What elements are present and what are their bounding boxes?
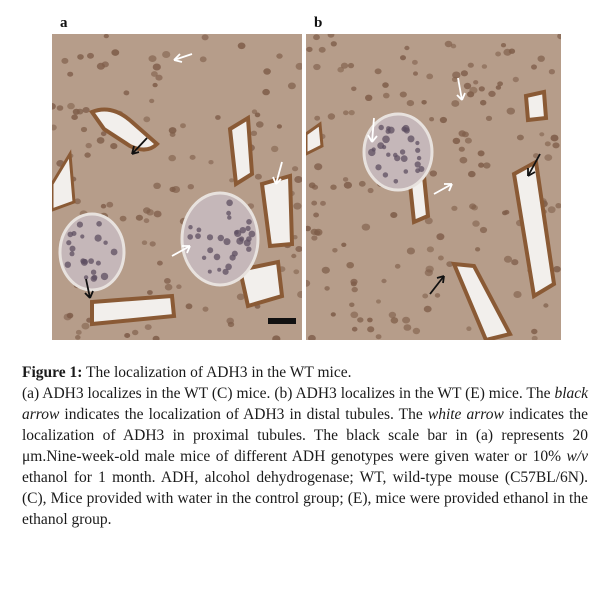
glomerulus-nucleus [218, 235, 224, 241]
nucleus [331, 41, 337, 46]
nucleus [324, 286, 329, 291]
glomerulus-nucleus [226, 211, 231, 216]
micrograph-panel-b [306, 34, 561, 340]
glomerulus-nucleus [382, 136, 390, 144]
nucleus [104, 34, 109, 38]
nucleus [238, 43, 246, 50]
glomerulus-nucleus [408, 135, 415, 142]
glomerulus-nucleus [415, 141, 419, 145]
nucleus [97, 63, 105, 70]
nucleus [395, 264, 401, 269]
nucleus [111, 49, 119, 56]
nucleus [341, 243, 346, 247]
nucleus [153, 83, 158, 87]
nucleus [367, 326, 374, 332]
nucleus [165, 284, 173, 291]
glomerulus-nucleus [188, 225, 192, 229]
nucleus [413, 71, 418, 75]
nucleus [350, 312, 358, 319]
nucleus [341, 63, 348, 69]
nucleus [404, 46, 409, 50]
nucleus [314, 116, 320, 121]
nucleus [368, 188, 374, 193]
glomerulus-nucleus [80, 258, 85, 263]
nucleus [271, 146, 278, 152]
nucleus [349, 303, 354, 308]
nucleus [311, 235, 317, 240]
glomerulus-nucleus [226, 200, 233, 207]
nucleus [350, 279, 357, 285]
nucleus [86, 143, 92, 148]
nucleus [157, 261, 163, 266]
nucleus [136, 215, 143, 221]
caption-wv: w/v [566, 448, 588, 465]
caption-text-4: ethanol for 1 month. ADH, alcohol dehydrogenase; WT, wild-type mouse (C57BL/6N). (C), Mice provided with water in the control group; (E), mice were provided ethanol in the ethanol group. [22, 469, 588, 528]
nucleus [365, 95, 372, 101]
glomerulus-nucleus [96, 221, 102, 227]
nucleus [186, 303, 193, 309]
nucleus [351, 87, 356, 92]
nucleus [67, 103, 75, 109]
nucleus [229, 178, 234, 182]
nucleus [276, 53, 282, 58]
nucleus [422, 294, 428, 299]
nucleus [435, 293, 440, 298]
nucleus [169, 127, 177, 134]
nucleus [262, 89, 270, 95]
nucleus [154, 211, 162, 218]
nucleus [467, 91, 474, 97]
nucleus [451, 44, 456, 49]
nucleus [424, 306, 432, 313]
nucleus [142, 240, 147, 245]
nucleus [453, 138, 461, 144]
nucleus [311, 201, 317, 206]
nucleus [389, 312, 396, 318]
caption-text-1: (a) ADH3 localizes in the WT (C) mice. (b) ADH3 localizes in the WT (E) mice. The [22, 385, 551, 402]
glomerulus-nucleus [208, 270, 212, 274]
nucleus [320, 201, 326, 206]
nucleus [84, 152, 90, 157]
nucleus [292, 166, 298, 171]
glomerulus-nucleus [70, 251, 75, 256]
nucleus [436, 233, 444, 240]
tubule-lumen [526, 92, 546, 120]
nucleus [507, 108, 515, 115]
glomerulus-nucleus [84, 275, 88, 279]
nucleus [176, 284, 181, 289]
nucleus [375, 68, 382, 74]
glomerulus-nucleus [377, 142, 384, 149]
nucleus [501, 43, 506, 47]
nucleus [465, 138, 472, 144]
figure-title [22, 362, 588, 383]
glomerulus-nucleus [236, 238, 243, 245]
nucleus [73, 109, 80, 115]
nucleus [263, 68, 271, 74]
nucleus [61, 58, 68, 64]
glomerulus-nucleus [418, 166, 424, 172]
nucleus [215, 115, 221, 120]
nucleus [461, 70, 468, 76]
nucleus [147, 290, 153, 295]
nucleus [475, 247, 480, 251]
nucleus [349, 110, 355, 115]
glomerulus-nucleus [375, 164, 381, 170]
nucleus [106, 202, 113, 208]
nucleus [344, 182, 352, 189]
glomerulus-nucleus [207, 234, 213, 240]
nucleus [313, 64, 320, 70]
nucleus [346, 262, 354, 268]
nucleus [256, 121, 264, 127]
nucleus [313, 34, 320, 40]
nucleus [348, 63, 354, 68]
nucleus [188, 184, 194, 189]
figure-title-text: The localization of ADH3 in the WT mice. [86, 364, 352, 381]
nucleus [479, 86, 485, 91]
glomerulus-nucleus [197, 228, 202, 233]
glomerulus-nucleus [80, 234, 84, 238]
nucleus [471, 205, 478, 211]
nucleus [413, 328, 420, 334]
caption-white-arrow: white arrow [427, 406, 504, 423]
glomerulus-nucleus [70, 246, 76, 252]
nucleus [101, 204, 106, 209]
nucleus [359, 181, 366, 187]
nucleus [322, 267, 330, 274]
nucleus [462, 132, 469, 138]
nucleus [382, 82, 389, 88]
nucleus [539, 132, 544, 136]
nucleus [553, 266, 561, 272]
nucleus [153, 183, 161, 189]
nucleus [143, 116, 150, 122]
glomerulus-nucleus [96, 261, 101, 266]
nucleus [314, 230, 320, 235]
glomerulus-nucleus [227, 215, 231, 219]
nucleus [162, 51, 170, 58]
nucleus [451, 206, 457, 211]
nucleus [332, 248, 337, 253]
nucleus [83, 107, 90, 113]
panel-label-a: a [60, 15, 68, 31]
nucleus [412, 60, 418, 65]
nucleus [291, 254, 296, 258]
nucleus [468, 63, 474, 68]
nucleus [309, 182, 316, 188]
nucleus [180, 123, 186, 128]
nucleus [513, 77, 519, 82]
nucleus [81, 127, 87, 132]
glomerulus-nucleus [232, 251, 238, 257]
glomerulus-nucleus [246, 247, 251, 252]
glomerulus-nucleus [417, 156, 421, 160]
glomerulus-nucleus [386, 153, 390, 157]
glomerulus-nucleus [246, 226, 251, 231]
nucleus [149, 99, 154, 103]
micrograph-b-image [306, 34, 561, 340]
nucleus [549, 69, 555, 74]
nucleus [511, 259, 518, 265]
glomerulus-nucleus [249, 231, 256, 238]
nucleus [252, 109, 257, 114]
nucleus [67, 72, 73, 77]
glomerulus-nucleus [379, 125, 384, 130]
nucleus [543, 303, 548, 307]
nucleus [495, 52, 501, 57]
nucleus [472, 220, 479, 226]
nucleus [438, 256, 444, 261]
nucleus [87, 53, 94, 59]
glomerulus-nucleus [225, 264, 232, 271]
glomerulus-nucleus [393, 153, 398, 158]
nucleus [313, 213, 319, 218]
caption-text-3: indicates the localization of ADH3 in proximal tubules. The black scale bar in (a) represents 20 μm.Nine-week-old male mice of different ADH genotypes were given water or 10% [22, 406, 589, 465]
scale-bar [268, 318, 296, 324]
nucleus [367, 318, 373, 323]
nucleus [517, 135, 524, 141]
glomerulus-nucleus [404, 169, 409, 174]
nucleus [203, 307, 209, 312]
panel-label-b: b [314, 15, 323, 31]
nucleus [400, 55, 406, 60]
nucleus [293, 269, 299, 274]
nucleus [153, 64, 161, 71]
figure-label: Figure 1: [22, 364, 83, 381]
nucleus [319, 47, 326, 53]
glomerulus-nucleus [88, 258, 94, 264]
nucleus [146, 209, 153, 215]
nucleus [548, 206, 556, 213]
nucleus [459, 147, 465, 152]
nucleus [404, 324, 412, 331]
nucleus [145, 324, 152, 330]
nucleus [288, 83, 296, 90]
nucleus [277, 124, 282, 128]
glomerulus-nucleus [77, 222, 83, 228]
nucleus [440, 117, 447, 123]
nucleus [226, 318, 234, 325]
glomerulus-nucleus [214, 254, 221, 261]
figure-caption-body [22, 383, 588, 530]
nucleus [357, 317, 363, 322]
nucleus [376, 334, 382, 339]
glomerulus-nucleus [372, 147, 376, 151]
glomerulus-nucleus [415, 148, 420, 153]
nucleus [468, 171, 476, 177]
nucleus [376, 299, 381, 303]
nucleus [482, 64, 487, 69]
nucleus [504, 210, 509, 215]
nucleus [552, 142, 559, 148]
glomerulus-nucleus [402, 125, 409, 132]
glomerulus-nucleus [217, 268, 221, 272]
nucleus [64, 314, 72, 321]
nucleus [164, 278, 171, 284]
glomerulus-nucleus [394, 179, 399, 184]
nucleus [352, 327, 358, 332]
nucleus [430, 170, 437, 176]
nucleus [483, 162, 490, 168]
nucleus [150, 241, 156, 246]
nucleus [402, 317, 410, 324]
nucleus [202, 34, 209, 40]
nucleus [383, 93, 390, 99]
nucleus [82, 323, 90, 330]
nucleus [306, 47, 312, 52]
nucleus [473, 80, 478, 84]
nucleus [343, 110, 349, 115]
nucleus [513, 291, 521, 298]
glomerulus-nucleus [91, 275, 97, 281]
nucleus [190, 155, 196, 160]
nucleus [97, 137, 105, 144]
nucleus [531, 329, 537, 334]
nucleus [460, 157, 468, 164]
nucleus [331, 312, 336, 316]
nucleus [76, 330, 82, 335]
glomerulus-nucleus [400, 149, 405, 154]
nucleus [255, 174, 262, 180]
nucleus [407, 248, 415, 255]
nucleus [330, 185, 336, 190]
nucleus [486, 116, 492, 121]
glomerulus-nucleus [240, 227, 246, 233]
glomerulus-nucleus [65, 262, 71, 268]
nucleus [208, 160, 213, 164]
nucleus [466, 326, 471, 331]
nucleus [110, 143, 117, 149]
nucleus [504, 256, 512, 263]
nucleus [77, 54, 84, 60]
nucleus [314, 163, 322, 170]
glomerulus-nucleus [234, 230, 239, 235]
nucleus [120, 216, 127, 222]
nucleus [71, 114, 78, 120]
nucleus [421, 100, 426, 105]
nucleus [381, 279, 386, 283]
glomerulus-nucleus [401, 155, 408, 162]
nucleus [496, 85, 501, 90]
nucleus [480, 227, 487, 233]
nucleus [480, 100, 486, 106]
nucleus [390, 212, 397, 218]
glomerulus-nucleus [103, 241, 107, 245]
nucleus [124, 90, 130, 95]
nucleus [132, 330, 138, 335]
nucleus [200, 56, 207, 62]
nucleus [124, 333, 130, 338]
nucleus [538, 56, 545, 62]
nucleus [362, 224, 370, 231]
nucleus [293, 203, 301, 210]
nucleus [551, 135, 559, 142]
glomerulus-nucleus [202, 256, 206, 260]
nucleus [451, 100, 459, 107]
nucleus [425, 269, 433, 276]
glomerulus-nucleus [383, 172, 388, 177]
glomerulus-nucleus [195, 233, 201, 239]
nucleus [503, 49, 511, 56]
nucleus [155, 75, 162, 81]
nucleus [251, 131, 257, 136]
glomerulus-nucleus [111, 249, 118, 256]
nucleus [478, 150, 485, 156]
nucleus [545, 141, 551, 146]
nucleus [429, 117, 434, 121]
micrograph-a-image [52, 34, 302, 340]
nucleus [531, 64, 537, 69]
nucleus [544, 154, 552, 161]
nucleus [407, 100, 414, 106]
tubule-lumen [230, 118, 252, 184]
glomerulus-nucleus [66, 240, 71, 245]
nucleus [426, 74, 433, 80]
glomerulus-nucleus [101, 273, 108, 280]
glomerulus-nucleus [246, 219, 252, 225]
nucleus [478, 163, 484, 168]
nucleus [168, 155, 176, 161]
glomerulus-nucleus [68, 232, 74, 238]
glomerulus-nucleus [95, 235, 102, 242]
nucleus [427, 246, 434, 252]
caption-text-2: indicates the localization of ADH3 in distal tubules. The [64, 406, 423, 423]
nucleus [149, 55, 157, 62]
micrograph-panel-a [52, 34, 302, 340]
nucleus [343, 177, 348, 182]
nucleus [400, 92, 407, 98]
glomerulus-nucleus [386, 126, 391, 131]
caption-black-arrow: black arrow [22, 385, 589, 423]
glomerulus-nucleus [91, 270, 96, 275]
glomerulus-nucleus [207, 247, 213, 253]
glomerulus-nucleus [224, 238, 231, 245]
nucleus [75, 335, 81, 340]
nucleus [328, 113, 335, 119]
glomerulus-nucleus [187, 234, 193, 240]
nucleus [144, 218, 150, 223]
nucleus [57, 105, 64, 111]
nucleus [352, 287, 358, 292]
nucleus [170, 187, 176, 192]
nucleus [488, 91, 495, 97]
nucleus [391, 317, 399, 323]
